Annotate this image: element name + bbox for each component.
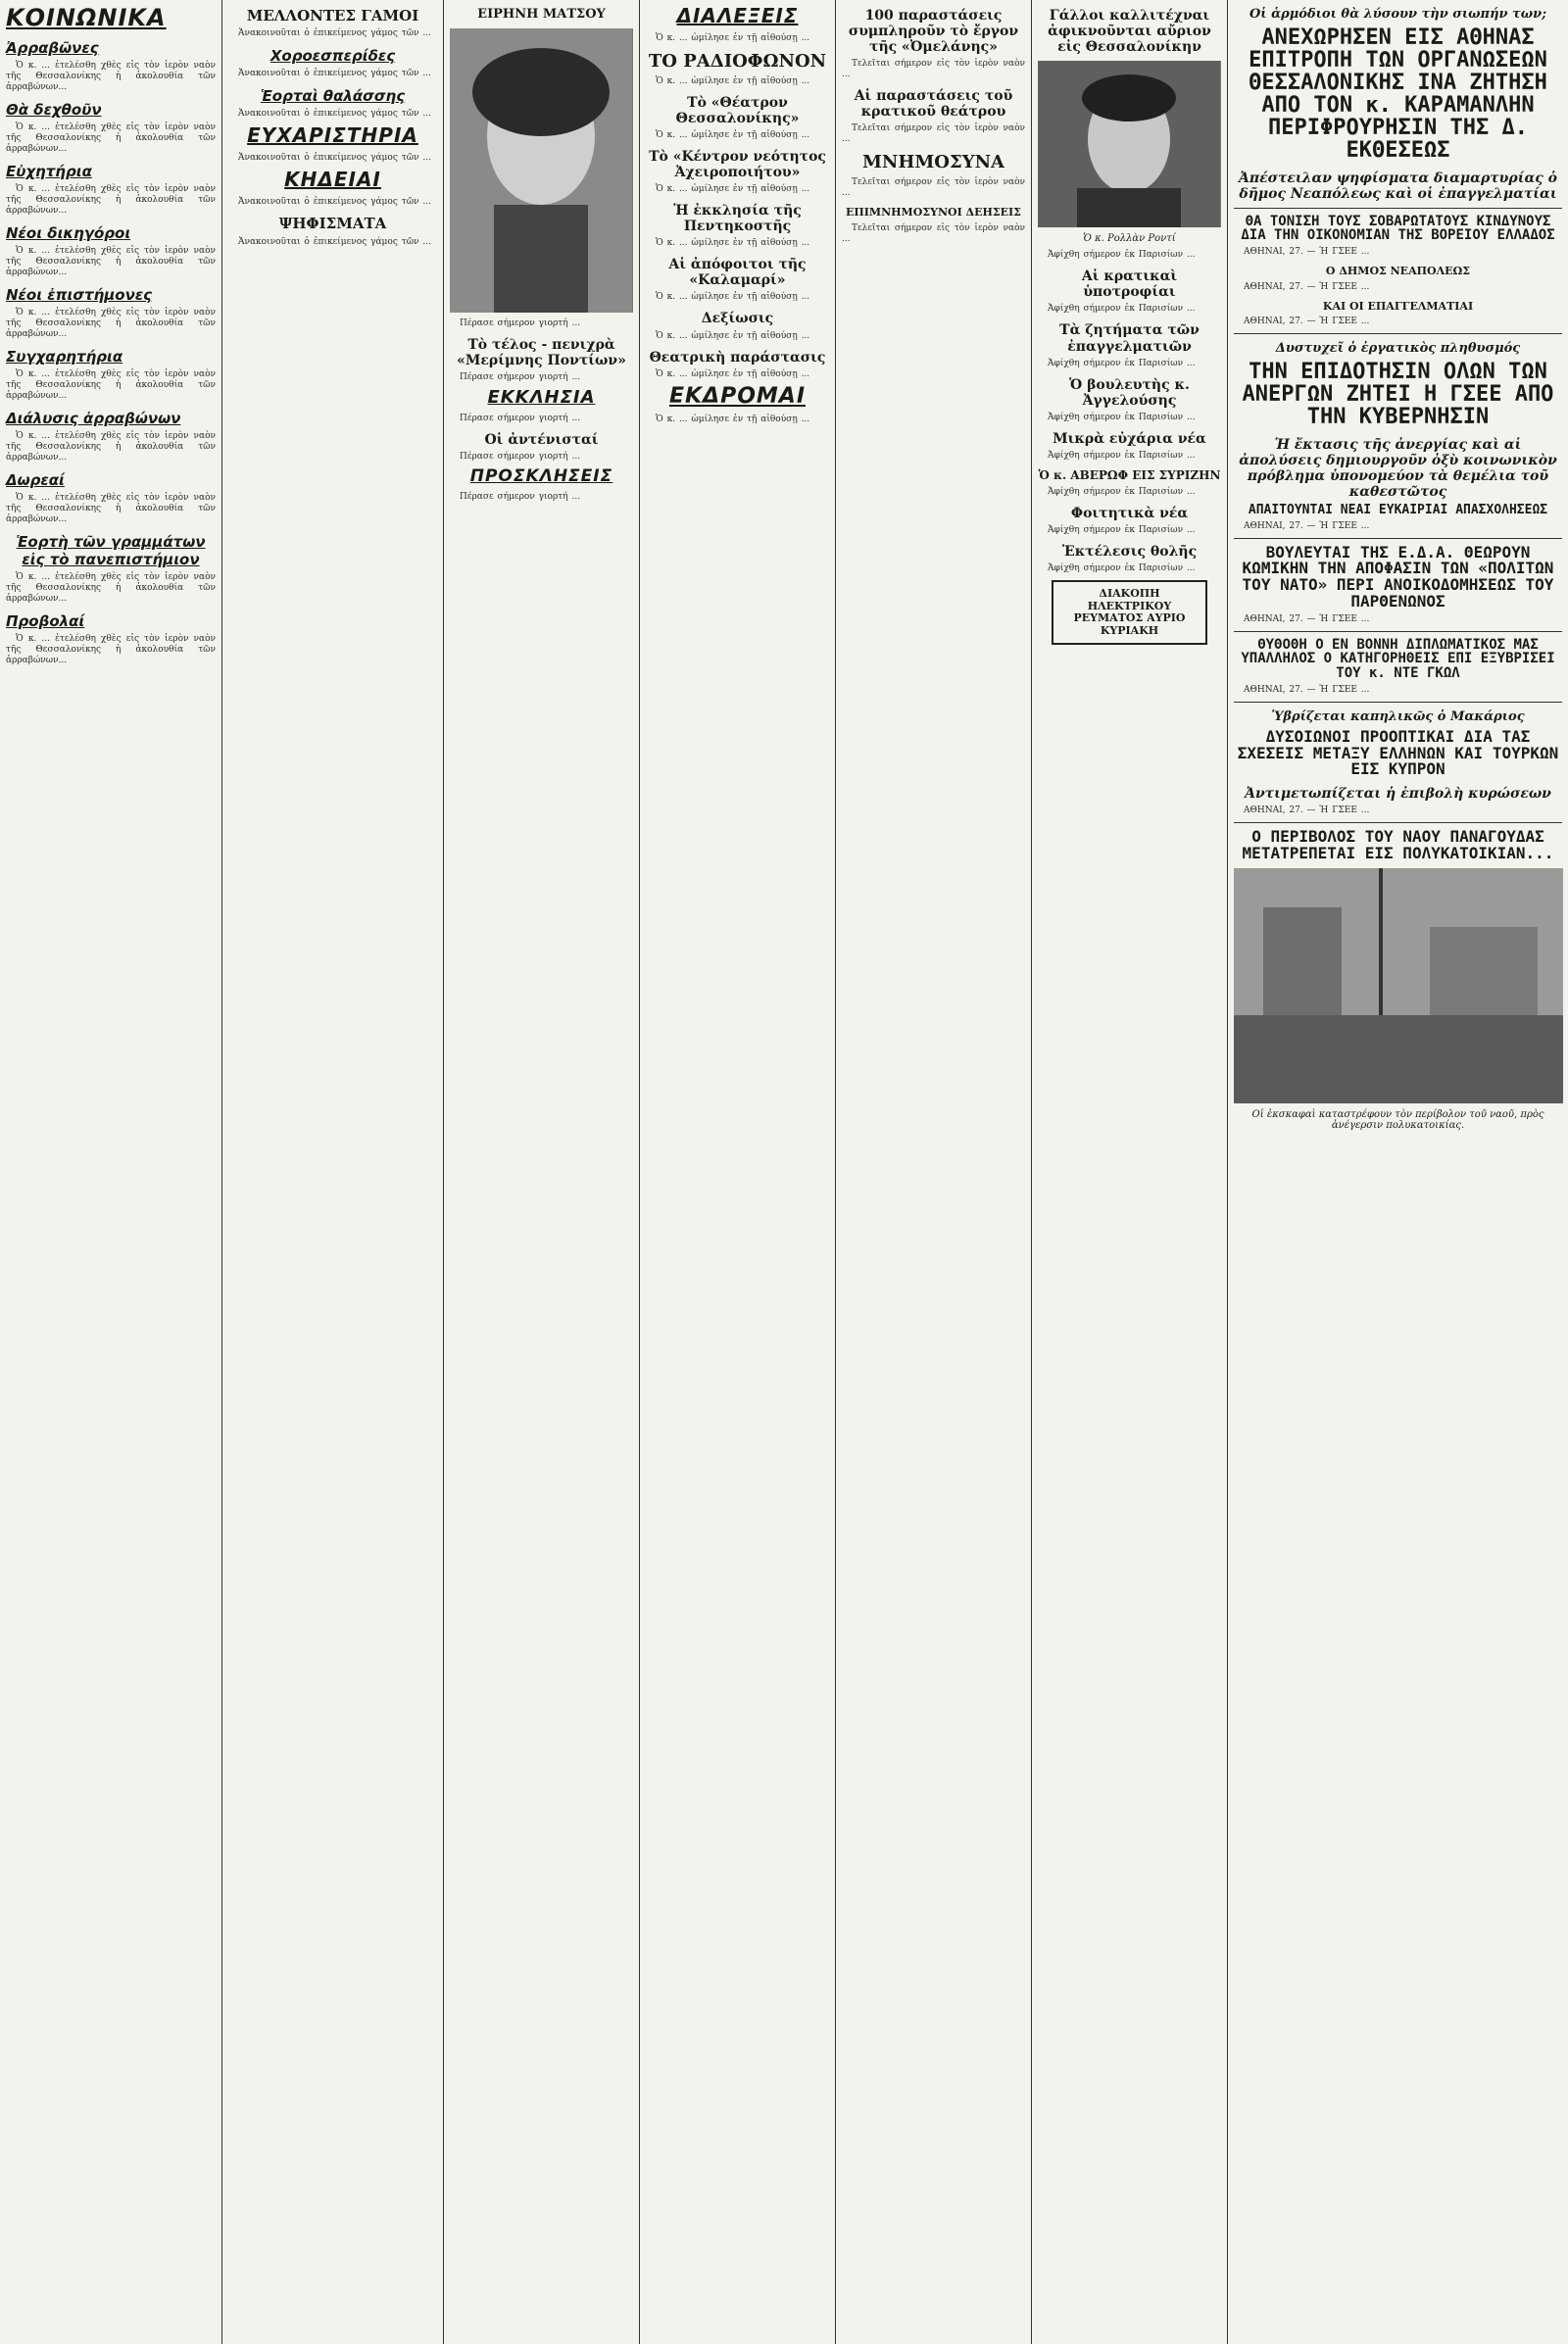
- execution-text: Ἀφίχθη σήμερον ἐκ Παρισίων ...: [1048, 562, 1196, 573]
- divider-3: [1234, 538, 1562, 539]
- opponents-heading: Οἱ ἀντένισταί: [484, 432, 599, 449]
- screenings-heading: Προβολαί: [6, 612, 85, 630]
- reception-heading: Δεξίωσις: [701, 311, 774, 327]
- professionals-heading: Τὰ ζητήματα τῶν ἐπαγγελματιῶν: [1059, 322, 1200, 355]
- church-heading: ΕΚΚΛΗΣΙΑ: [487, 387, 596, 409]
- sea-feasts-heading: Ἑορταὶ θαλάσσης: [260, 87, 406, 106]
- engagements-text: Ὁ κ. ... ἐτελέσθη χθὲς εἰς τὸν ἱερὸν ναὸν τῆς Θεσσαλονίκης ἡ ἀκολουθία τῶν ἀρραβώνων...: [6, 61, 216, 92]
- averof-heading: Ὁ κ. ΑΒΕΡΩΦ ΕΙΣ ΣΥΡΙΖΗΝ: [1038, 467, 1221, 482]
- divider-5: [1234, 702, 1562, 703]
- headline-panagouda: Ο ΠΕΡΙΒΟΛΟΣ ΤΟΥ ΝΑΟΥ ΠΑΝΑΓΟΥΔΑΣ ΜΕΤΑΤΡΕΠΕΤΑΙ ΕΙΣ ΠΟΛΥΚΑΤΟΙΚΙΑΝ...: [1242, 827, 1554, 863]
- headline-parthenon: ΒΟΥΛΕΥΤΑΙ ΤΗΣ Ε.Δ.Α. ΘΕΩΡΟΥΝ ΚΩΜΙΚΗΝ ΤΗΝ ΑΠΟΦΑΣΙΝ ΤΩΝ «ΠΟΛΙΤΩΝ ΤΟΥ ΝΑΤΟ» ΠΕΡΙ ΑΝΟΙΚΟΔΟΜΗΣΕΩΣ ΤΟΥ ΠΑΡΘΕΝΩΝΟΣ: [1242, 542, 1554, 610]
- dissolution-text: Ὁ κ. ... ἐτελέσθη χθὲς εἰς τὸν ἱερὸν ναὸν τῆς Θεσσαλονίκης ἡ ἀκολουθία τῶν ἀρραβώνων...: [6, 431, 216, 463]
- headline-committee: ΑΝΕΧΩΡΗΣΕΝ ΕΙΣ ΑΘΗΝΑΣ ΕΠΙΤΡΟΠΗ ΤΩΝ ΟΡΓΑΝΩΣΕΩΝ ΘΕΣΣΑΛΟΝΙΚΗΣ ΙΝΑ ΖΗΤΗΣΗ ΑΠΟ ΤΟΝ κ. ΚΑΡΑΜΑΝΛΗΝ ΠΕΡΙΦΡΟΥΡΗΣΙΝ ΤΗΣ Δ. ΕΚΘΕΣΕΩΣ: [1249, 24, 1547, 164]
- sea-feasts-text: Ἀνακοινοῦται ὁ ἐπικείμενος γάμος τῶν ...: [238, 109, 431, 120]
- lectures-text: Ὁ κ. ... ὡμίλησε ἐν τῇ αἰθούσῃ ...: [656, 33, 810, 43]
- portrait-image: [450, 28, 632, 313]
- dances-heading: Χοροεσπερίδες: [270, 47, 396, 66]
- youth-center-heading: Τὸ «Κέντρον νεότητος Ἀχειροποιήτου»: [649, 148, 826, 180]
- column-theatre: [835, 0, 1031, 2344]
- performance-text: Ὁ κ. ... ὡμίλησε ἐν τῇ αἰθούσῃ ...: [656, 368, 810, 379]
- column-lectures: [639, 0, 835, 2344]
- university-feast-heading: Ἑορτὴ τῶν γραμμάτων εἰς τὸ πανεπιστήμιον: [16, 533, 206, 568]
- averof-text: Ἀφίχθη σήμερον ἐκ Παρισίων ...: [1048, 486, 1196, 497]
- divider-6: [1234, 822, 1562, 823]
- engagements-heading: Ἀρραβῶνες: [6, 39, 99, 57]
- headline-unemployed: ΤΗΝ ΕΠΙΔΟΤΗΣΙΝ ΟΛΩΝ ΤΩΝ ΑΝΕΡΓΩΝ ΖΗΤΕΙ Η ΓΣΕΕ ΑΠΟ ΤΗΝ ΚΥΒΕΡΝΗΣΙΝ: [1242, 360, 1554, 430]
- student-news-heading: Φοιτητικὰ νέα: [1070, 505, 1189, 521]
- pentecost-heading: Ἡ ἐκκλησία τῆς Πεντηκοστῆς: [673, 203, 802, 235]
- bonn-text: ΑΘΗΝΑΙ, 27. — Ἡ ΓΣΕΕ ...: [1244, 684, 1370, 695]
- short-news-text: Ἀφίχθη σήμερον ἐκ Παρισίων ...: [1048, 450, 1196, 461]
- theatre-heading: Τὸ «Θέατρον Θεσσαλονίκης»: [675, 94, 800, 126]
- artist-image: [1038, 61, 1220, 227]
- donations-text: Ὁ κ. ... ἐτελέσθη χθὲς εἰς τὸν ἱερὸν ναὸν τῆς Θεσσαλονίκης ἡ ἀκολουθία τῶν ἀρραβώνων...: [6, 493, 216, 524]
- column-front-news: [1227, 0, 1568, 2344]
- lectures-heading: ΔΙΑΛΕΞΕΙΣ: [676, 4, 799, 27]
- will-receive-text: Ὁ κ. ... ἐτελέσθη χθὲς εἰς τὸν ἱερὸν ναὸν τῆς Θεσσαλονίκης ἡ ἀκολουθία τῶν ἀρραβώνων...: [6, 122, 216, 154]
- memorials-heading: ΜΝΗΜΟΣΥΝΑ: [862, 152, 1004, 173]
- will-receive-heading: Θὰ δεχθοῦν: [6, 101, 102, 119]
- performance-heading: Θεατρικὴ παράστασις: [649, 349, 826, 366]
- new-scientists-heading: Νέοι ἐπιστήμονες: [6, 286, 153, 304]
- committee-text: ΑΘΗΝΑΙ, 27. — Ἡ ΓΣΕΕ ...: [1244, 247, 1370, 258]
- kicker-authorities: Οἱ ἁρμόδιοι θὰ λύσουν τὴν σιωπήν των;: [1249, 7, 1547, 22]
- kicker-makarios: Ὑβρίζεται καπηλικῶς ὁ Μακάριος: [1271, 708, 1525, 724]
- future-weddings-text: Ἀνακοινοῦται ὁ ἐπικείμενος γάμος τῶν ...: [238, 28, 431, 39]
- hundred-performances-text: Τελεῖται σήμερον εἰς τὸν ἱερὸν ναὸν ...: [842, 59, 1025, 80]
- column-artists: [1031, 0, 1227, 2344]
- column-weddings: [221, 0, 443, 2344]
- sub-protests: Ἀπέστειλαν ψηφίσματα διαμαρτυρίας ὁ δῆμος Νεαπόλεως καὶ οἱ ἐπαγγελματίαι: [1239, 170, 1557, 202]
- memorial-prayers-text: Τελεῖται σήμερον εἰς τὸν ἱερὸν ναὸν ...: [842, 222, 1025, 244]
- hundred-performances-heading: 100 παραστάσεις συμπληροῦν τὸ ἔργον τῆς «Ὀμελάνης»: [848, 8, 1019, 56]
- new-lawyers-text: Ὁ κ. ... ἐτελέσθη χθὲς εἰς τὸν ἱερὸν ναὸν τῆς Θεσσαλονίκης ἡ ἀκολουθία τῶν ἀρραβώνων...: [6, 246, 216, 277]
- theatre-text: Ὁ κ. ... ὡμίλησε ἐν τῇ αἰθούσῃ ...: [656, 129, 810, 140]
- sub-unemployment: Ἡ ἔκτασις τῆς ἀνεργίας καὶ αἱ ἀπολύσεις δημιουργοῦν ὀξὺ κοινωνικὸν πρόβλημα ὑπονομεύον τὰ θεμέλια τοῦ καθεστῶτος: [1239, 436, 1557, 500]
- university-feast-text: Ὁ κ. ... ἐτελέσθη χθὲς εἰς τὸν ἱερὸν ναὸν τῆς Θεσσαλονίκης ἡ ἀκολουθία τῶν ἀρραβώνων...: [6, 572, 216, 604]
- headline-cyprus: ΔΥΣΟΙΩΝΟΙ ΠΡΟΟΠΤΙΚΑΙ ΔΙΑ ΤΑΣ ΣΧΕΣΕΙΣ ΜΕΤΑΞΥ ΕΛΛΗΝΩΝ ΚΑΙ ΤΟΥΡΚΩΝ ΕΙΣ ΚΥΠΡΟΝ: [1237, 726, 1559, 779]
- pontic-heading: Τὸ τέλος - πενιχρὰ «Μερίμνης Ποντίων»: [457, 336, 626, 369]
- radio-heading: ΤΟ ΡΑΔΙΟΦΩΝΟΝ: [648, 51, 827, 72]
- headline-bonn: ΘΥΘΟΘΗ Ο ΕΝ ΒΟΝΝΗ ΔΙΠΛΩΜΑΤΙΚΟΣ ΜΑΣ ΥΠΑΛΛΗΛΟΣ Ο ΚΑΤΗΓΟΡΗΘΕΙΣ ΕΠΙ ΕΞΥΒΡΙΣΕΙ ΤΟΥ κ. ΝΤΕ ΓΚΩΛ: [1241, 636, 1555, 682]
- professionals-text: Ἀφίχθη σήμερον ἐκ Παρισίων ...: [1048, 358, 1196, 368]
- kalamari-heading: Αἱ ἀπόφοιτοι τῆς «Καλαμαρί»: [668, 257, 807, 289]
- sub-employment: ΑΠΑΙΤΟΥΝΤΑΙ ΝΕΑΙ ΕΥΚΑΙΡΙΑΙ ΑΠΑΣΧΟΛΗΣΕΩΣ: [1248, 502, 1548, 517]
- radio-text: Ὁ κ. ... ὡμίλησε ἐν τῇ αἰθούσῃ ...: [656, 75, 810, 86]
- funerals-text: Ἀνακοινοῦται ὁ ἐπικείμενος γάμος τῶν ...: [238, 197, 431, 208]
- pontic-text: Πέρασε σήμερον γιορτή ...: [460, 372, 581, 383]
- portrait-name: ΕΙΡΗΝΗ ΜΑΤΣΟΥ: [477, 7, 606, 22]
- donations-heading: Δωρεαί: [6, 471, 65, 489]
- thanks-text: Ἀνακοινοῦται ὁ ἐπικείμενος γάμος τῶν ...: [238, 153, 431, 164]
- artist-photo: [1038, 61, 1221, 227]
- memorial-prayers-heading: ΕΠΙΜΝΗΜΟΣΥΝΟΙ ΔΕΗΣΕΙΣ: [846, 206, 1021, 220]
- parthenon-text: ΑΘΗΝΑΙ, 27. — Ἡ ΓΣΕΕ ...: [1244, 613, 1370, 624]
- congratulations-text: Ὁ κ. ... ἐτελέσθη χθὲς εἰς τὸν ἱερὸν ναὸν τῆς Θεσσαλονίκης ἡ ἀκολουθία τῶν ἀρραβώνων...: [6, 369, 216, 401]
- sub-dangers: ΘΑ ΤΟΝΙΣΗ ΤΟΥΣ ΣΟΒΑΡΩΤΑΤΟΥΣ ΚΙΝΔΥΝΟΥΣ ΔΙΑ ΤΗΝ ΟΙΚΟΝΟΜΙΑΝ ΤΗΣ ΒΟΡΕΙΟΥ ΕΛΛΑΔΟΣ: [1241, 213, 1555, 244]
- municipality-heading: Ο ΔΗΜΟΣ ΝΕΑΠΟΛΕΩΣ: [1325, 265, 1471, 278]
- divider-4: [1234, 631, 1562, 632]
- sub-sanctions: Ἀντιμετωπίζεται ἡ ἐπιβολὴ κυρώσεων: [1245, 786, 1551, 803]
- column-society: [0, 0, 221, 2344]
- invitations-text: Πέρασε σήμερον γιορτή ...: [460, 492, 581, 503]
- professionals-heading-2: ΚΑΙ ΟΙ ΕΠΑΓΓΕΛΜΑΤΙΑΙ: [1322, 299, 1474, 313]
- state-theatre-heading: Αἱ παραστάσεις τοῦ κρατικοῦ θεάτρου: [854, 88, 1013, 121]
- opponents-text: Πέρασε σήμερον γιορτή ...: [460, 452, 581, 463]
- municipality-text: ΑΘΗΝΑΙ, 27. — Ἡ ΓΣΕΕ ...: [1244, 281, 1370, 292]
- mp-heading: Ὁ βουλευτὴς κ. Ἀγγελούσης: [1069, 376, 1190, 409]
- thanks-heading: ΕΥΧΑΡΙΣΤΗΡΙΑ: [247, 123, 418, 148]
- french-artists-heading: Γάλλοι καλλιτέχναι ἀφικνοῦνται αὔριον εἰς Θεσσαλονίκην: [1048, 8, 1211, 56]
- construction-photo: [1234, 868, 1562, 1103]
- student-news-text: Ἀφίχθη σήμερον ἐκ Παρισίων ...: [1048, 524, 1196, 535]
- kicker-workers: Δυστυχεῖ ὁ ἐργατικὸς πληθυσμός: [1275, 341, 1521, 357]
- new-lawyers-heading: Νέοι δικηγόροι: [6, 224, 131, 242]
- column-portrait: [443, 0, 639, 2344]
- excursions-text: Ὁ κ. ... ὡμίλησε ἐν τῇ αἰθούσῃ ...: [656, 414, 810, 424]
- artist-caption: Ὁ κ. Ρολλὰν Ροντί: [1083, 233, 1176, 245]
- mp-text: Ἀφίχθη σήμερον ἐκ Παρισίων ...: [1048, 412, 1196, 422]
- congratulations-heading: Συγχαρητήρια: [6, 348, 123, 366]
- reception-text: Ὁ κ. ... ὡμίλησε ἐν τῇ αἰθούσῃ ...: [656, 330, 810, 341]
- church-text: Πέρασε σήμερον γιορτή ...: [460, 414, 581, 424]
- power-cut-title: ΔΙΑΚΟΠΗ ΗΛΕΚΤΡΙΚΟΥ ΡΕΥΜΑΤΟΣ ΑΥΡΙΟ ΚΥΡΙΑΚΗ: [1073, 586, 1186, 637]
- youth-center-text: Ὁ κ. ... ὡμίλησε ἐν τῇ αἰθούσῃ ...: [656, 184, 810, 195]
- invitations-heading: ΠΡΟΣΚΛΗΣΕΙΣ: [469, 466, 613, 487]
- short-news-heading: Μικρὰ εὐχάρια νέα: [1053, 430, 1206, 447]
- execution-heading: Ἐκτέλεσις θολῆς: [1061, 543, 1198, 560]
- wishes-text: Ὁ κ. ... ἐτελέσθη χθὲς εἰς τὸν ἱερὸν ναὸν τῆς Θεσσαλονίκης ἡ ἀκολουθία τῶν ἀρραβώνων...: [6, 184, 216, 216]
- scholarships-text: Ἀφίχθη σήμερον ἐκ Παρισίων ...: [1048, 304, 1196, 315]
- divider: [1234, 208, 1562, 209]
- future-weddings-heading: ΜΕΛΛΟΝΤΕΣ ΓΑΜΟΙ: [246, 7, 419, 24]
- construction-caption: Οἱ ἐκσκαφαὶ καταστρέφουν τὸν περίβολον τοῦ ναοῦ, πρὸς ἀνέγερσιν πολυκατοικίας.: [1251, 1108, 1544, 1131]
- portrait-photo: [450, 28, 633, 313]
- excursions-heading: ΕΚΔΡΟΜΑΙ: [668, 383, 807, 409]
- portrait-text: Πέρασε σήμερον γιορτή ...: [460, 317, 581, 328]
- scholarships-heading: Αἱ κρατικαὶ ὑποτροφίαι: [1081, 269, 1178, 301]
- artist-text: Ἀφίχθη σήμερον ἐκ Παρισίων ...: [1048, 250, 1196, 261]
- construction-image: [1234, 868, 1563, 1103]
- funerals-heading: ΚΗΔΕΙΑΙ: [284, 168, 381, 192]
- dances-text: Ἀνακοινοῦται ὁ ἐπικείμενος γάμος τῶν ...: [238, 69, 431, 79]
- wishes-heading: Εὐχητήρια: [6, 163, 92, 180]
- screenings-text: Ὁ κ. ... ἐτελέσθη χθὲς εἰς τὸν ἱερὸν ναὸν τῆς Θεσσαλονίκης ἡ ἀκολουθία τῶν ἀρραβώνων...: [6, 634, 216, 665]
- new-scientists-text: Ὁ κ. ... ἐτελέσθη χθὲς εἰς τὸν ἱερὸν ναὸν τῆς Θεσσαλονίκης ἡ ἀκολουθία τῶν ἀρραβώνων...: [6, 308, 216, 339]
- kalamari-text: Ὁ κ. ... ὡμίλησε ἐν τῇ αἰθούσῃ ...: [656, 292, 810, 303]
- resolutions-heading: ΨΗΦΙΣΜΑΤΑ: [278, 215, 387, 233]
- divider-2: [1234, 333, 1562, 334]
- cyprus-text: ΑΘΗΝΑΙ, 27. — Ἡ ΓΣΕΕ ...: [1244, 806, 1370, 816]
- professionals-text-2: ΑΘΗΝΑΙ, 27. — Ἡ ΓΣΕΕ ...: [1244, 317, 1370, 327]
- resolutions-text: Ἀνακοινοῦται ὁ ἐπικείμενος γάμος τῶν ...: [238, 236, 431, 247]
- dissolution-heading: Διάλυσις ἀρραβώνων: [6, 410, 181, 427]
- power-cut-notice: [1052, 580, 1207, 646]
- society-title: ΚΟΙΝΩΝΙΚΑ: [6, 4, 167, 31]
- pentecost-text: Ὁ κ. ... ὡμίλησε ἐν τῇ αἰθούσῃ ...: [656, 238, 810, 249]
- unemployment-text: ΑΘΗΝΑΙ, 27. — Ἡ ΓΣΕΕ ...: [1244, 520, 1370, 531]
- memorials-text: Τελεῖται σήμερον εἰς τὸν ἱερὸν ναὸν ...: [842, 177, 1025, 199]
- state-theatre-text: Τελεῖται σήμερον εἰς τὸν ἱερὸν ναὸν ...: [842, 123, 1025, 145]
